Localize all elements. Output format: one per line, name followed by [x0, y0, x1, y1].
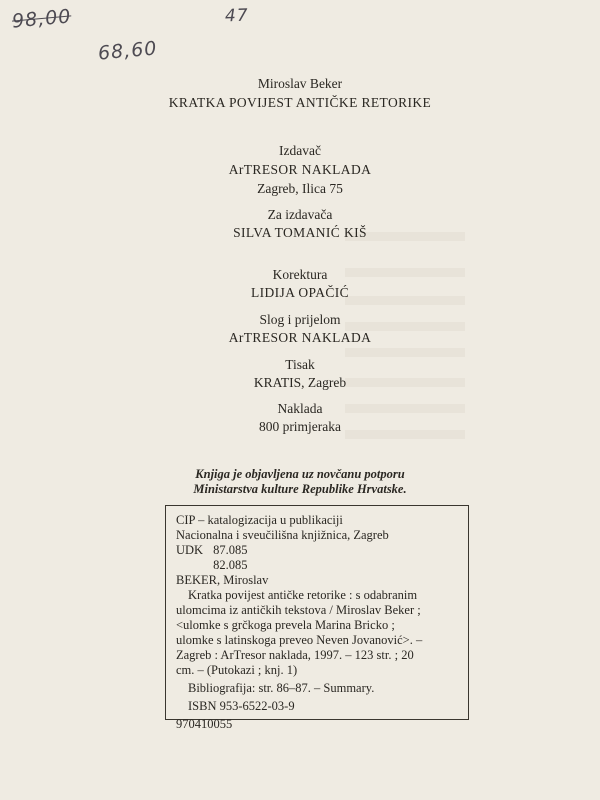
- cip-udk-code: 87.085: [213, 543, 248, 557]
- cip-record-number: 970410055: [176, 717, 233, 731]
- handwritten-price: 68,60: [97, 37, 159, 65]
- credit-printer-name: KRATIS, Zagreb: [253, 375, 347, 390]
- handwritten-number: 47: [224, 5, 249, 27]
- bleed-through: [345, 348, 465, 357]
- cip-udk-code: 82.085: [213, 558, 248, 572]
- credit-role-print: Tisak: [285, 357, 315, 372]
- cip-udk-label: UDK: [176, 543, 204, 557]
- cip-record-box: [165, 505, 469, 731]
- cip-description-line: Kratka povijest antičke retorike : s odabranim: [188, 588, 418, 602]
- credit-role-publisher: Izdavač: [279, 143, 321, 158]
- credit-for-publisher-name: SILVA TOMANIĆ KIŠ: [233, 225, 367, 240]
- credit-print-run-value: 800 primjeraka: [258, 419, 342, 434]
- cip-bibliography: Bibliografija: str. 86–87. – Summary.: [188, 681, 375, 695]
- funding-notice-line2: Ministarstva kulture Republike Hrvatske.: [193, 482, 407, 496]
- cip-description-line: Zagreb : ArTresor naklada, 1997. – 123 str. ; 20: [176, 648, 414, 662]
- credit-typesetter-name: ArTRESOR NAKLADA: [228, 330, 372, 345]
- author-name: Miroslav Beker: [257, 76, 343, 91]
- cip-description-line: cm. – (Putokazi ; knj. 1): [176, 663, 298, 677]
- cip-library: Nacionalna i sveučilišna knjižnica, Zagreb: [176, 528, 389, 542]
- handwritten-price-crossed: 98,00: [11, 5, 73, 33]
- credit-publisher-name: ArTRESOR NAKLADA: [228, 162, 372, 177]
- cip-udk-codes: [213, 543, 247, 573]
- credit-role-proofreading: Korektura: [272, 267, 328, 282]
- credit-proofreader-name: LIDIJA OPAČIĆ: [250, 285, 350, 300]
- credit-role-typesetting: Slog i prijelom: [259, 312, 341, 327]
- cip-header: CIP – katalogizacija u publikaciji: [176, 513, 343, 527]
- cip-udk: [176, 543, 458, 573]
- cip-description-line: ulomke s latinskoga preveo Neven Jovanović>. –: [176, 633, 423, 647]
- funding-notice-line1: Knjiga je objavljena uz novčanu potporu: [195, 467, 405, 481]
- cip-description-line: ulomcima iz antičkih tekstova / Miroslav Beker ;: [176, 603, 421, 617]
- cip-main-entry: BEKER, Miroslav: [176, 573, 269, 587]
- credit-publisher-address: Zagreb, Ilica 75: [257, 181, 343, 196]
- cip-description-line: <ulomke s grčkoga prevela Marina Bricko ;: [176, 618, 395, 632]
- credit-role-for-publisher: Za izdavača: [267, 207, 333, 222]
- credit-role-print-run: Naklada: [277, 401, 323, 416]
- book-title: KRATKA POVIJEST ANTIČKE RETORIKE: [168, 95, 432, 110]
- cip-isbn: ISBN 953-6522-03-9: [188, 699, 295, 713]
